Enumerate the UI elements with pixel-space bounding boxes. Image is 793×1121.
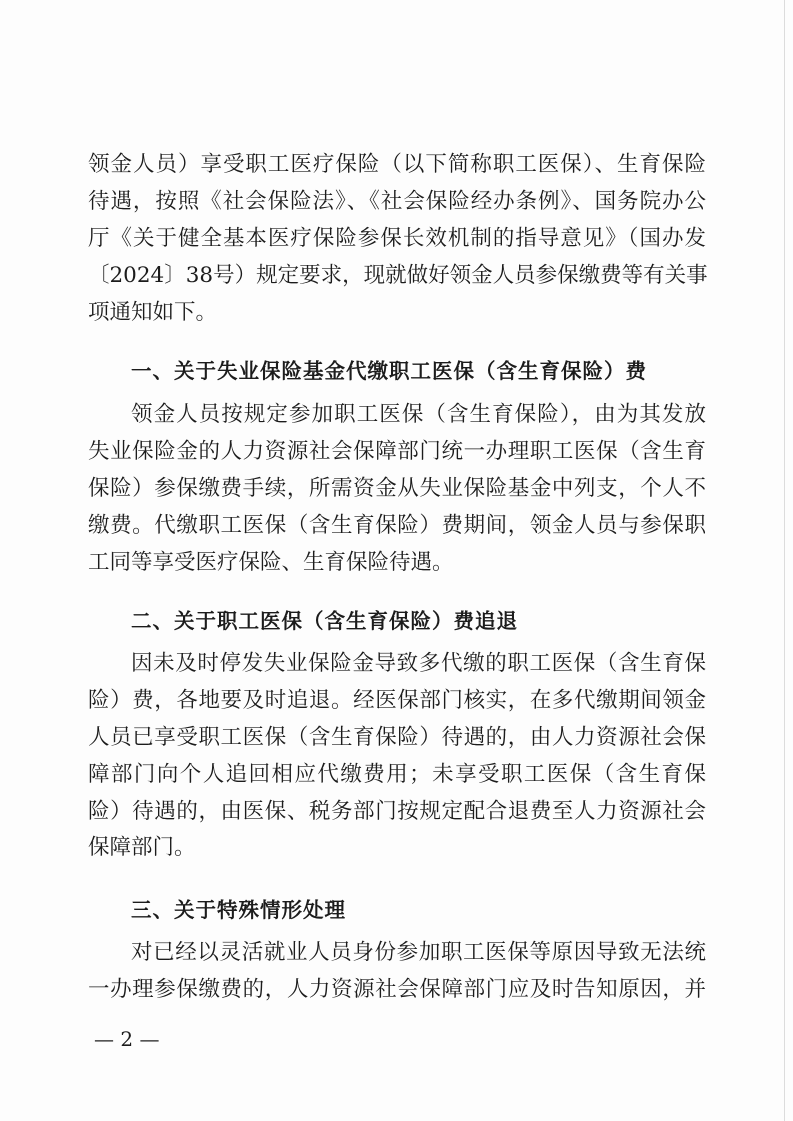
- section-1-heading: 一、关于失业保险基金代缴职工医保（含生育保险）费: [131, 359, 647, 383]
- text-line: 人员已享受职工医保（含生育保险）待遇的，由人力资源社会保: [88, 724, 706, 750]
- text-line: 失业保险金的人力资源社会保障部门统一办理职工医保（含生育: [88, 438, 706, 464]
- section-3-paragraph: [88, 935, 706, 1009]
- text-line: 缴费。代缴职工医保（含生育保险）费期间，领金人员与参保职: [88, 512, 706, 538]
- text-line: 领金人员）享受职工医疗保险（以下简称职工医保）、生育保险: [88, 152, 706, 177]
- text-line: 项通知如下。: [88, 299, 218, 325]
- text-line: 因未及时停发失业保险金导致多代缴的职工医保（含生育保: [131, 651, 706, 676]
- text-line: 领金人员按规定参加职工医保（含生育保险），由为其发放: [131, 402, 706, 427]
- section-3-heading: 三、关于特殊情形处理: [131, 898, 346, 922]
- text-line: 工同等享受医疗保险、生育保险待遇。: [88, 549, 454, 575]
- text-line: 对已经以灵活就业人员身份参加职工医保等原因导致无法统: [131, 940, 706, 965]
- text-line: 保障部门。: [88, 835, 196, 861]
- page-edge: [784, 0, 785, 1121]
- text-line: 待遇，按照《社会保险法》、《社会保险经办条例》、国务院办公: [88, 188, 706, 214]
- section-2-heading: 二、关于职工医保（含生育保险）费追退: [131, 609, 518, 633]
- text-line: 保险）参保缴费手续，所需资金从失业保险基金中列支，个人不: [88, 475, 706, 501]
- section-2-paragraph: [88, 646, 706, 867]
- text-line: 厅《关于健全基本医疗保险参保长效机制的指导意见》（国办发: [88, 225, 706, 251]
- text-line: 障部门向个人追回相应代缴费用；未享受职工医保（含生育保: [88, 761, 706, 787]
- text-line: 一办理参保缴费的，人力资源社会保障部门应及时告知原因，并: [88, 976, 706, 1002]
- text-line: 〔2024〕38号）规定要求，现就做好领金人员参保缴费等有关事: [88, 262, 708, 288]
- section-1-paragraph: [88, 397, 706, 581]
- page-number: — 2 —: [94, 1027, 160, 1051]
- intro-paragraph: [88, 147, 706, 331]
- text-line: 险）待遇的，由医保、税务部门按规定配合退费至人力资源社会: [88, 798, 706, 824]
- text-line: 险）费，各地要及时追退。经医保部门核实，在多代缴期间领金: [88, 687, 706, 713]
